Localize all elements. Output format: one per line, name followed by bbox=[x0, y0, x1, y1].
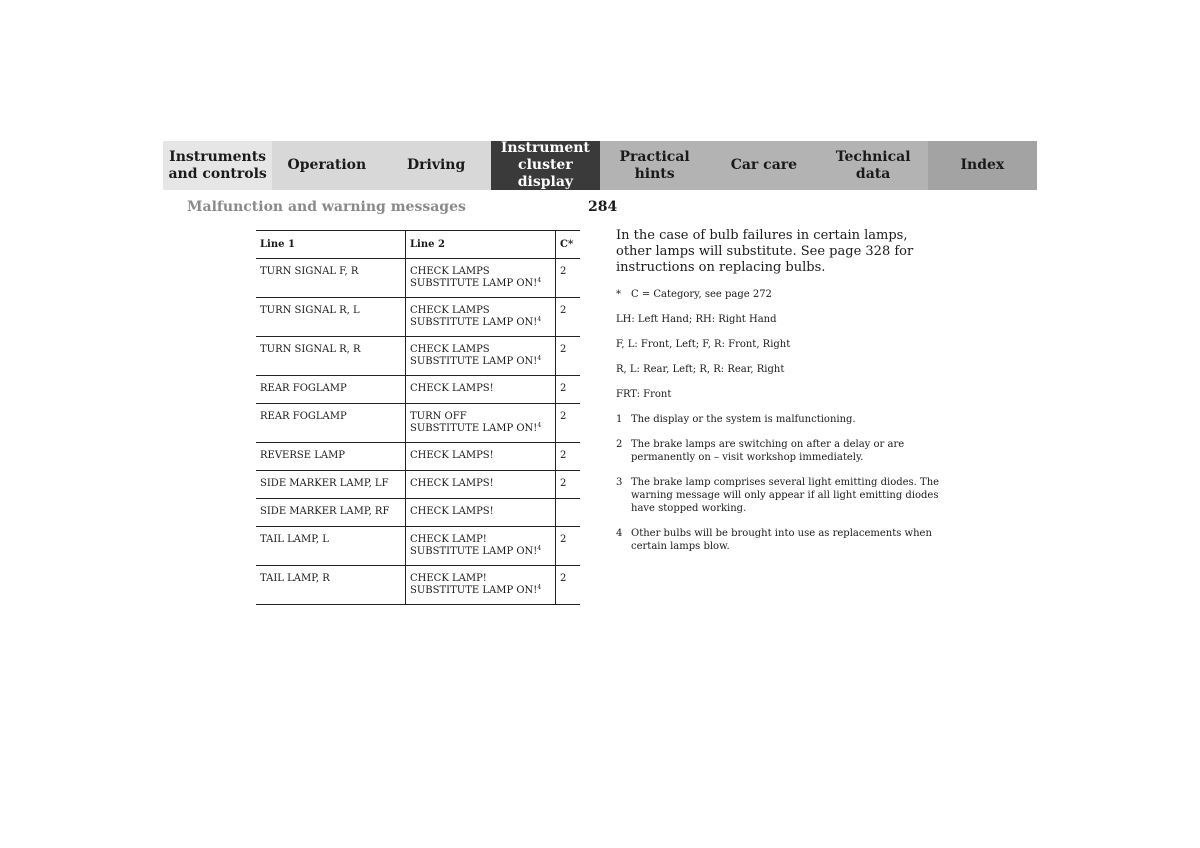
cell-line2 bbox=[406, 499, 556, 527]
cell-line1: TAIL LAMP, L bbox=[260, 534, 329, 545]
cell-line2-text bbox=[410, 266, 551, 278]
cell-line2 bbox=[406, 404, 556, 443]
tab-label: Technical data bbox=[835, 148, 911, 182]
cell-line2 bbox=[406, 566, 556, 605]
tab-label: Instrument cluster display bbox=[500, 140, 590, 190]
cell-category: 2 bbox=[556, 298, 581, 337]
cell-line2-part: CHECK LAMPS bbox=[410, 305, 490, 316]
cell-line2-part: SUBSTITUTE LAMP ON! bbox=[410, 545, 538, 557]
cell-category: 2 bbox=[556, 337, 581, 376]
warning-messages-table bbox=[256, 230, 580, 605]
cell-line1: TURN SIGNAL F, R bbox=[260, 266, 359, 277]
cell-line2-part: SUBSTITUTE LAMP ON! bbox=[410, 355, 538, 367]
cell-line2 bbox=[406, 527, 556, 566]
cell-line2-part: SUBSTITUTE LAMP ON! bbox=[410, 422, 538, 434]
cell-line1: REAR FOGLAMP bbox=[260, 383, 347, 394]
cell-line2-part: CHECK LAMPS! bbox=[410, 383, 494, 394]
cell-line2-text bbox=[410, 546, 551, 558]
page-number: 284 bbox=[588, 199, 618, 215]
asterisk-text: C = Category, see page 272 bbox=[631, 289, 772, 300]
tab-label: Index bbox=[960, 157, 1005, 173]
table-row bbox=[256, 527, 580, 566]
tab-operation[interactable] bbox=[272, 141, 381, 190]
table-row bbox=[256, 471, 580, 499]
tab-driving[interactable] bbox=[382, 141, 491, 190]
cell-line2 bbox=[406, 337, 556, 376]
cell-line2-part: CHECK LAMP! bbox=[410, 534, 487, 545]
asterisk-note bbox=[616, 288, 946, 301]
cell-line1: REVERSE LAMP bbox=[260, 450, 346, 461]
tab-label: Operation bbox=[287, 157, 367, 173]
cell-category: 2 bbox=[556, 404, 581, 443]
cell-line2-text bbox=[410, 585, 551, 597]
cell-line2-part: CHECK LAMPS bbox=[410, 266, 490, 277]
footnote-text: Other bulbs will be brought into use as replacements when certain lamps blow. bbox=[631, 528, 932, 552]
cell-line2-text bbox=[410, 344, 551, 356]
column-header-line1: Line 1 bbox=[260, 238, 295, 250]
footnote-mark: 2 bbox=[616, 439, 623, 450]
section-title: Malfunction and warning messages bbox=[187, 199, 466, 215]
table-row bbox=[256, 404, 580, 443]
cell-line2-part: CHECK LAMPS! bbox=[410, 506, 494, 517]
tab-practical-hints[interactable] bbox=[600, 141, 709, 190]
tab-label: Practical hints bbox=[619, 148, 690, 182]
tab-car-care[interactable] bbox=[709, 141, 818, 190]
table-row bbox=[256, 443, 580, 471]
cell-line2-text bbox=[410, 423, 551, 435]
column-header-category: C* bbox=[556, 231, 581, 259]
cell-category: 2 bbox=[556, 566, 581, 605]
footnote-ref: 4 bbox=[537, 544, 542, 552]
cell-category: 2 bbox=[556, 259, 581, 298]
footnote-ref: 4 bbox=[537, 315, 542, 323]
tab-label: Driving bbox=[406, 157, 466, 173]
cell-line2-text bbox=[410, 478, 551, 490]
cell-line2-text bbox=[410, 278, 551, 290]
cell-line2-text bbox=[410, 534, 551, 546]
intro-paragraph: In the case of bulb failures in certain lamps, other lamps will substitute. See page 328 for instructions on replacing bulbs. bbox=[616, 228, 914, 275]
footnote-ref: 4 bbox=[537, 354, 542, 362]
abbrev-frt: FRT: Front bbox=[616, 389, 672, 400]
cell-category: 2 bbox=[556, 471, 581, 499]
footnote-mark: 1 bbox=[616, 414, 623, 425]
chapter-nav bbox=[163, 141, 1037, 190]
footnote-4 bbox=[616, 527, 946, 553]
cell-line2-text bbox=[410, 317, 551, 329]
cell-line1: TAIL LAMP, R bbox=[260, 573, 330, 584]
cell-category: 2 bbox=[556, 443, 581, 471]
footnote-ref: 4 bbox=[537, 276, 542, 284]
cell-line1: TURN SIGNAL R, R bbox=[260, 344, 361, 355]
cell-line2 bbox=[406, 443, 556, 471]
cell-line2-part: SUBSTITUTE LAMP ON! bbox=[410, 584, 538, 596]
table-row bbox=[256, 499, 580, 527]
cell-line2-text bbox=[410, 450, 551, 462]
abbrev-rear: R, L: Rear, Left; R, R: Rear, Right bbox=[616, 364, 785, 375]
cell-line2-part: SUBSTITUTE LAMP ON! bbox=[410, 316, 538, 328]
footnote-ref: 4 bbox=[537, 583, 542, 591]
tab-instrument-cluster-display[interactable] bbox=[491, 141, 600, 190]
cell-category: 2 bbox=[556, 527, 581, 566]
footnote-3 bbox=[616, 476, 946, 515]
table-row bbox=[256, 566, 580, 605]
cell-line1: SIDE MARKER LAMP, LF bbox=[260, 478, 389, 489]
cell-line2 bbox=[406, 471, 556, 499]
table-row bbox=[256, 337, 580, 376]
cell-line1: TURN SIGNAL R, L bbox=[260, 305, 360, 316]
footnote-2 bbox=[616, 438, 946, 464]
footnote-text: The display or the system is malfunctioning. bbox=[631, 414, 856, 425]
footnote-mark: 3 bbox=[616, 477, 623, 488]
cell-line2-text bbox=[410, 305, 551, 317]
tab-instruments-and-controls[interactable] bbox=[163, 141, 272, 190]
column-header-line2: Line 2 bbox=[406, 231, 556, 259]
table-row bbox=[256, 376, 580, 404]
footnote-text: The brake lamps are switching on after a delay or are permanently on – visit workshop immediately. bbox=[631, 439, 905, 463]
cell-line2-text bbox=[410, 383, 551, 395]
cell-line1: REAR FOGLAMP bbox=[260, 411, 347, 422]
cell-line2 bbox=[406, 259, 556, 298]
tab-index[interactable] bbox=[928, 141, 1037, 190]
tab-label: Car care bbox=[730, 157, 798, 173]
table-row bbox=[256, 298, 580, 337]
cell-line1: SIDE MARKER LAMP, RF bbox=[260, 506, 390, 517]
footnote-ref: 4 bbox=[537, 421, 542, 429]
abbrev-lh-rh: LH: Left Hand; RH: Right Hand bbox=[616, 314, 777, 325]
table-header-row bbox=[256, 231, 580, 259]
tab-technical-data[interactable] bbox=[819, 141, 928, 190]
table-body bbox=[256, 259, 580, 605]
cell-line2 bbox=[406, 298, 556, 337]
cell-line2-text bbox=[410, 573, 551, 585]
cell-line2 bbox=[406, 376, 556, 404]
cell-line2-part: CHECK LAMPS! bbox=[410, 450, 494, 461]
cell-line2-part: CHECK LAMP! bbox=[410, 573, 487, 584]
cell-line2-part: CHECK LAMPS! bbox=[410, 478, 494, 489]
table-row bbox=[256, 259, 580, 298]
notes-column bbox=[616, 228, 946, 565]
tab-label: Instruments and controls bbox=[168, 148, 267, 182]
cell-line2-part: CHECK LAMPS bbox=[410, 344, 490, 355]
cell-line2-text bbox=[410, 506, 551, 518]
footnote-mark: 4 bbox=[616, 528, 623, 539]
asterisk-mark: * bbox=[616, 289, 621, 300]
cell-line2-part: TURN OFF bbox=[410, 411, 467, 422]
footnote-text: The brake lamp comprises several light emitting diodes. The warning message will only appear if all light emitting diodes have stopped working. bbox=[631, 477, 940, 514]
cell-category: 2 bbox=[556, 376, 581, 404]
cell-category bbox=[556, 499, 581, 527]
abbrev-front: F, L: Front, Left; F, R: Front, Right bbox=[616, 339, 791, 350]
footnote-1 bbox=[616, 413, 946, 426]
cell-line2-text bbox=[410, 356, 551, 368]
cell-line2-text bbox=[410, 411, 551, 423]
cell-line2-part: SUBSTITUTE LAMP ON! bbox=[410, 277, 538, 289]
